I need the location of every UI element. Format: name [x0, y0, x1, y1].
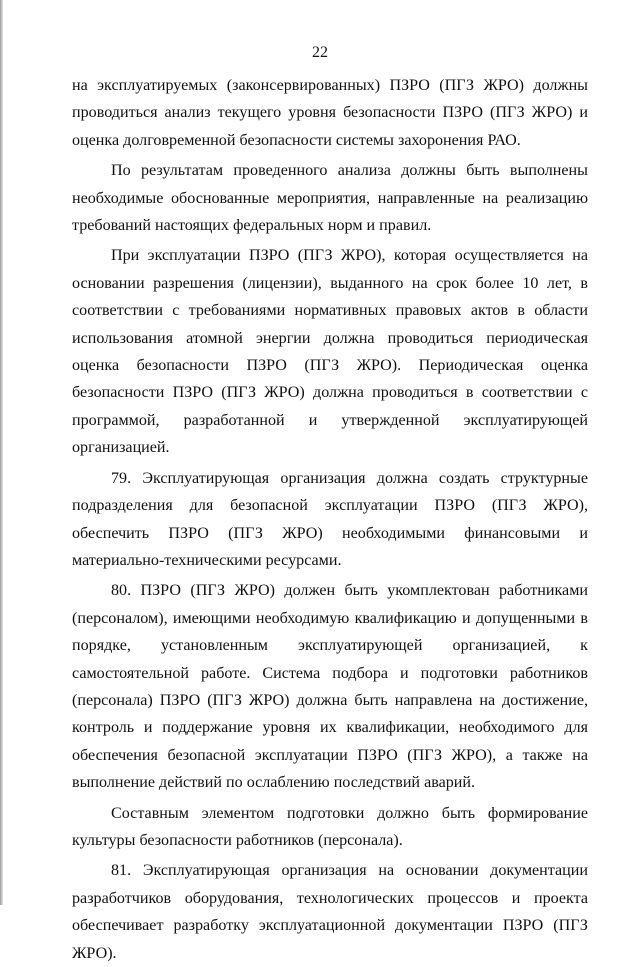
- document-body: [72, 72, 588, 967]
- page-number: 22: [312, 44, 328, 61]
- page-edge: [0, 0, 3, 905]
- paragraph-analysis-results: По результатам проведенного анализа должны быть выполнены необходимые обоснованные мероприятия, направленные на реализацию требований настоящих федеральных норм и правил.: [72, 162, 588, 235]
- paragraph-79: 79. Эксплуатирующая организация должна создать структурные подразделения для безопасной эксплуатации ПЗРО (ПГЗ ЖРО), обеспечить ПЗРО (ПГЗ ЖРО) необходимыми финансовыми и материально-техническими ресурсами.: [72, 469, 588, 569]
- paragraph-continuation: на эксплуатируемых (законсервированных) ПЗРО (ПГЗ ЖРО) должны проводиться анализ текущего уровня безопасности ПЗРО (ПГЗ ЖРО) и оценка долговременной безопасности системы захоронения РАО.: [72, 77, 588, 149]
- paragraph-periodic-assessment: При эксплуатации ПЗРО (ПГЗ ЖРО), которая осуществляется на основании разрешения (лицензии), выданного на срок более 10 лет, в соответствии с требованиями нормативных правовых актов в области использования атомной энергии должна проводиться периодическая оценка безопасности ПЗРО (ПГЗ ЖРО). Периодическая оценка безопасности ПЗРО (ПГЗ ЖРО) должна проводиться в соответствии с программой, разработанной и утвержденной эксплуатирующей организацией.: [72, 247, 588, 457]
- paragraph-80: 80. ПЗРО (ПГЗ ЖРО) должен быть укомплектован работниками (персоналом), имеющими необходимую квалификацию и допущенными в порядке, установленным эксплуатирующей организацией, к самостоятельной работе. Система подбора и подготовки работников (персонала) ПЗРО (ПГЗ ЖРО) должна быть направлена на достижение, контроль и поддержание уровня их квалификации, необходимого для обеспечения безопасной эксплуатации ПЗРО (ПГЗ ЖРО), а также на выполнение действий по ослаблению последствий аварий.: [72, 582, 588, 792]
- paragraph-81: 81. Эксплуатирующая организация на основании документации разработчиков оборудования, технологических процессов и проекта обеспечивает разработку эксплуатационной документации ПЗРО (ПГЗ ЖРО).: [72, 862, 588, 962]
- paragraph-safety-culture: Составным элементом подготовки должно быть формирование культуры безопасности работников (персонала).: [72, 804, 588, 849]
